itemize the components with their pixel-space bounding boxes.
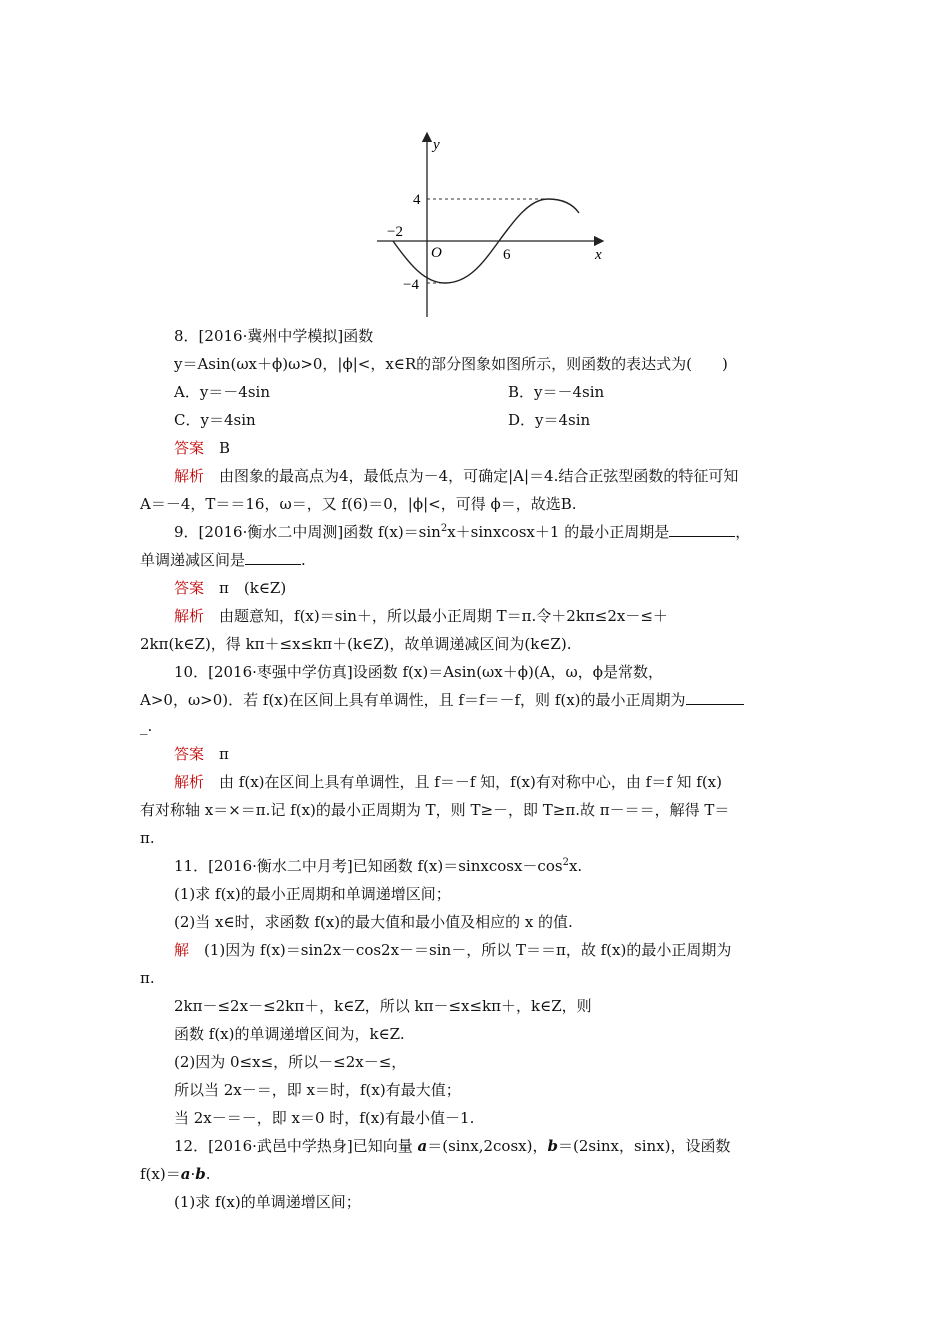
q10-explanation-line-3: π. [140, 829, 155, 847]
q9-explanation-line-2: 2kπ(k∈Z)，得 kπ＋≤x≤kπ＋(k∈Z)，故单调递减区间为(k∈Z). [140, 635, 572, 653]
answer-value: π [219, 745, 229, 763]
q9-text-d: 单调递减区间是 [140, 551, 246, 569]
q8-explanation-line-2: A＝－4，T＝＝16，ω＝，又 f(6)＝0，|ϕ|<，可得 ϕ＝，故选B. [140, 495, 577, 513]
explanation-text: 由图象的最高点为4，最低点为－4，可确定|A|＝4.结合正弦型函数的特征可知 [219, 467, 739, 485]
q8-heading: 8．[2016·冀州中学模拟]函数 [174, 327, 374, 345]
q10-stem-line-2 [140, 690, 744, 710]
q11-text-a: 11．[2016·衡水二中月考]已知函数 f(x)＝sinxcosx－cos [174, 857, 563, 875]
q11-stem: 11．[2016·衡水二中月考]已知函数 $f(x)=sinxcosx-\cos^2x$. [174, 857, 583, 875]
q12-text-a: 12．[2016·武邑中学热身]已知向量 [174, 1137, 418, 1155]
q11-solution-line-2: π. [140, 969, 155, 987]
q9-text-c: ， [735, 523, 751, 541]
solution-text: (1)因为 f(x)＝sin2x－cos2x－＝sin－，所以 T＝＝π，故 f(x)的最小正周期为 [204, 941, 732, 959]
origin-label: O [431, 245, 442, 261]
dot-operator: · [190, 1165, 196, 1183]
vector-a: a [180, 1165, 191, 1183]
vector-b: b [547, 1137, 558, 1155]
answer-label: 答案 [174, 579, 205, 597]
answer-blank [245, 550, 301, 565]
answer-value: B [219, 439, 231, 457]
q12-text-c: ＝(2sinx，sinx)，设函数 [557, 1137, 731, 1155]
q8-option-a: A．y＝－4sin [174, 383, 271, 401]
q12-sub-1: (1)求 f(x)的单调递增区间； [174, 1193, 361, 1211]
vector-a: a [417, 1137, 428, 1155]
q11-solution-line-5: (2)因为 0≤x≤，所以－≤2x－≤， [174, 1053, 407, 1071]
q11-solution-line-6: 所以当 2x－＝，即 x＝时，f(x)有最大值； [174, 1081, 461, 1099]
q10-text: A>0，ω>0)．若 f(x)在区间上具有单调性，且 f＝f＝－f，则 f(x)的最小正周期为 [140, 691, 686, 709]
explanation-text: 由 f(x)在区间上具有单调性，且 f＝－f 知，f(x)有对称中心，由 f＝f 知 f(x) [219, 773, 722, 791]
q8-option-d: D．y＝4sin [508, 411, 591, 429]
q9-answer [174, 578, 286, 598]
q12-text-d: f(x)＝ [140, 1165, 181, 1183]
explanation-label: 解析 [174, 773, 205, 791]
q12-stem-line-2 [140, 1164, 211, 1184]
explanation-text: 由题意知，f(x)＝sin＋，所以最小正周期 T＝π.令＋2kπ≤2x－≤＋ [219, 607, 668, 625]
q10-answer [174, 744, 229, 764]
q8-explanation-line-1 [174, 466, 738, 486]
answer-value: π (k∈Z) [219, 579, 287, 597]
q12-text-e: . [205, 1165, 211, 1183]
q11-solution-line-4: 函数 f(x)的单调递增区间为，k∈Z. [174, 1025, 405, 1043]
q8-answer [174, 438, 230, 458]
q8-option-c: C．y＝4sin [174, 411, 256, 429]
function-graph-figure [365, 125, 625, 325]
answer-blank [669, 522, 735, 537]
zero-crossing-right-label: 6 [503, 247, 511, 263]
x-axis-label: x [595, 247, 602, 263]
q11-sub-1: (1)求 f(x)的最小正周期和单调递增区间； [174, 885, 451, 903]
q12-text-b: ＝(sinx,2cosx)， [427, 1137, 548, 1155]
q10-explanation-line-1 [174, 772, 722, 792]
graph-svg [365, 125, 625, 325]
max-value-label: 4 [413, 192, 421, 208]
answer-label: 答案 [174, 745, 205, 763]
q9-text-b: x＋sinxcosx＋1 的最小正周期是 [447, 523, 670, 541]
q10-stem-line-1: 10．[2016·枣强中学仿真]设函数 f(x)＝Asin(ωx＋ϕ)(A，ω，ϕ是常数， [174, 663, 663, 681]
answer-label: 答案 [174, 439, 205, 457]
explanation-label: 解析 [174, 607, 205, 625]
q8-option-b: B．y＝－4sin [508, 383, 605, 401]
q11-text-b: x. [568, 857, 583, 875]
q11-solution-line-7: 当 2x－＝－，即 x＝0 时，f(x)有最小值－1. [174, 1109, 475, 1127]
q10-explanation-line-2: 有对称轴 x＝×＝π.记 f(x)的最小正周期为 T，则 T≥－，即 T≥π.故 π－＝＝，解得 T＝ [140, 801, 730, 819]
q9-stem-line-2 [140, 550, 306, 570]
q9-explanation-line-1 [174, 606, 668, 626]
min-value-label: −4 [403, 277, 419, 293]
answer-blank [686, 690, 744, 705]
zero-crossing-left-label: −2 [387, 224, 403, 240]
q11-sub-2: (2)当 x∈时，求函数 f(x)的最大值和最小值及相应的 x 的值. [174, 913, 573, 931]
q9-text-e: . [301, 551, 306, 569]
q11-solution-line-1 [174, 940, 731, 960]
q10-stem-line-3: _. [140, 717, 153, 735]
q12-stem-line-1 [174, 1136, 730, 1156]
explanation-label: 解析 [174, 467, 205, 485]
q8-stem: y＝Asin(ωx＋ϕ)ω>0，|ϕ|<，x∈R的部分图象如图所示，则函数的表达式为( ) [174, 355, 728, 373]
solution-label: 解 [174, 941, 190, 959]
vector-b: b [195, 1165, 206, 1183]
q11-solution-line-3: 2kπ－≤2x－≤2kπ＋，k∈Z，所以 kπ－≤x≤kπ＋，k∈Z，则 [174, 997, 592, 1015]
q9-stem-line-1: 9．[2016·衡水二中周测]函数 $f(x)=\sin^2x+sinxcosx+1$ 的最小正周期是 ， [174, 523, 751, 541]
y-axis-label: y [433, 137, 440, 153]
q9-text-a: 9．[2016·衡水二中周测]函数 f(x)＝sin [174, 523, 441, 541]
